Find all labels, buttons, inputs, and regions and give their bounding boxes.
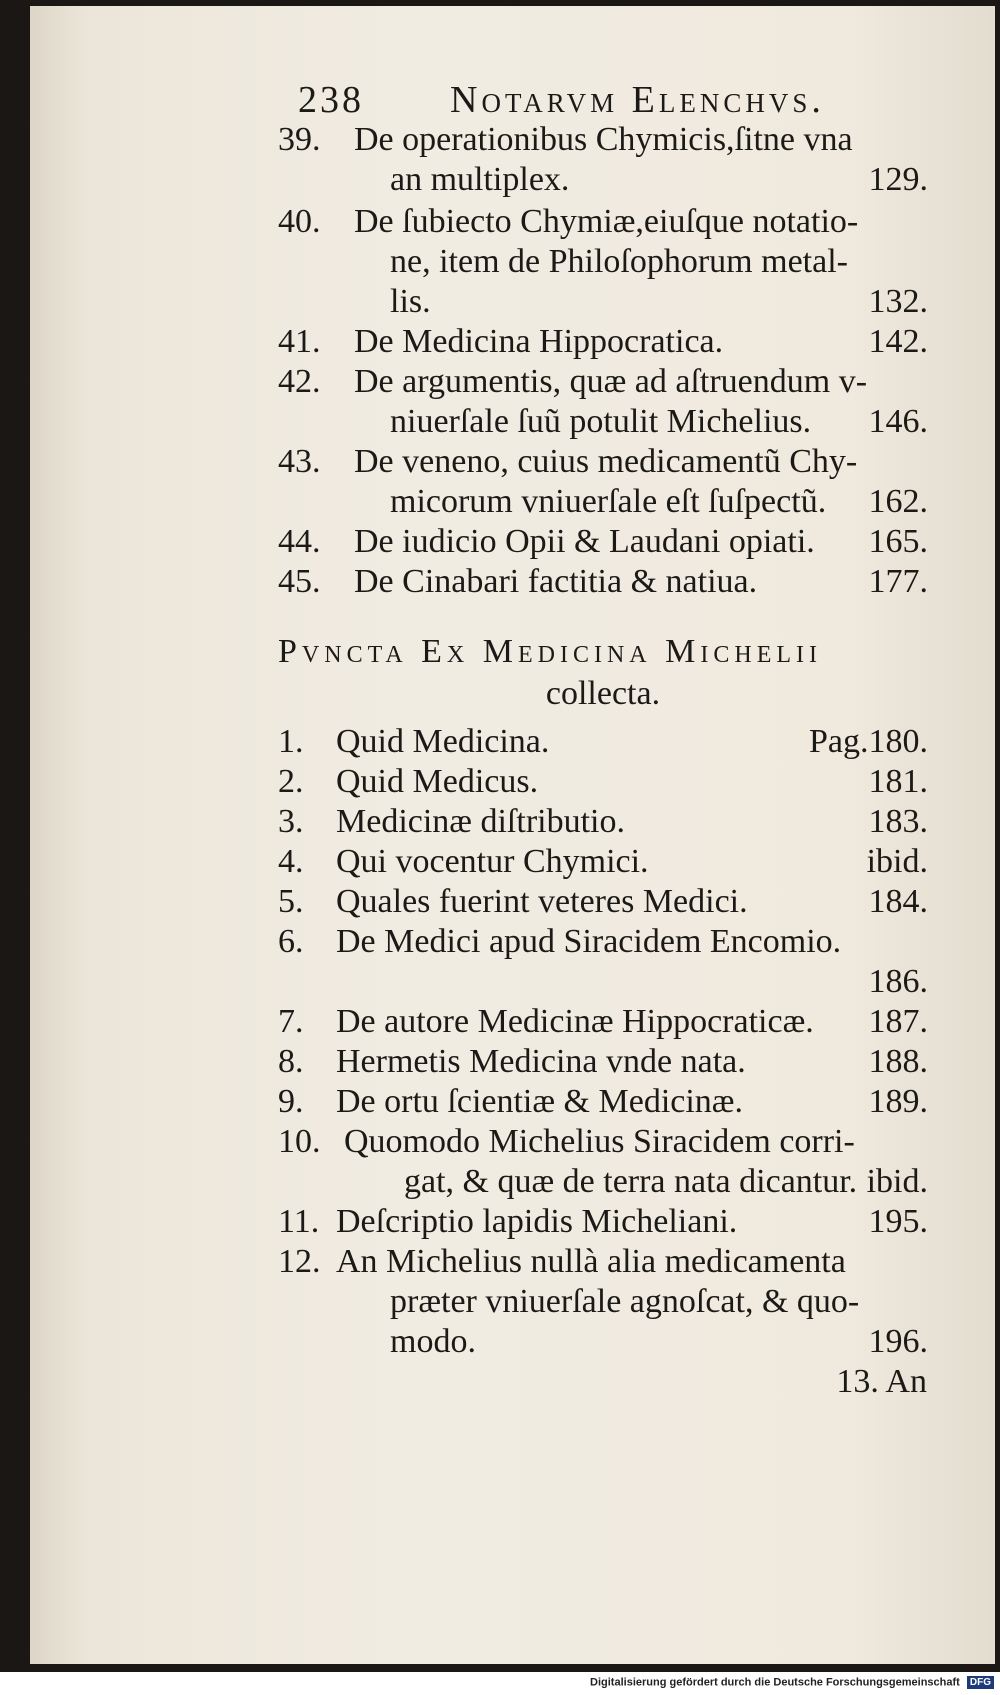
list-item: 40. De ſubiecto Chymiæ,eiuſque notatio- [278,203,859,240]
page-ref: ibid. [866,1163,928,1200]
page-ref: 188. [868,1043,928,1080]
list-item: 10. Quomodo Michelius Siracidem corri- [278,1123,855,1160]
page-title: Notarvm Elenchvs. [450,79,825,121]
page-ref: 186. [868,963,928,1000]
list-item: 1. Quid Medicina. Pag.180. [278,723,928,760]
dfg-logo: DFG [967,1676,994,1689]
list-item-continuation: præter vniuerſale agnoſcat, & quo- [390,1283,860,1320]
page-ref: 183. [868,803,928,840]
list-item: 44. De iudicio Opii & Laudani opiati. 165. [278,523,928,560]
list-item-continuation: modo. 196. [390,1323,928,1360]
page-ref: 196. [868,1323,928,1360]
page-ref: 162. [868,483,928,520]
list-item: 39. De operationibus Chymicis,ſitne vna [278,121,853,158]
page-ref: 189. [868,1083,928,1120]
list-item-continuation: gat, & quæ de terra nata dicantur. ibid. [404,1163,928,1200]
list-item-continuation: niuerſale ſuũ potulit Michelius. 146. [390,403,928,440]
list-item: 7. De autore Medicinæ Hippocraticæ. 187. [278,1003,928,1040]
list-item: 2. Quid Medicus. 181. [278,763,928,800]
page-ref: 132. [868,283,928,320]
list-item: 8. Hermetis Medicina vnde nata. 188. [278,1043,928,1080]
page-ref: 129. [868,161,928,198]
list-item: 11. Deſcriptio lapidis Micheliani. 195. [278,1203,928,1240]
page-ref: Pag.180. [809,723,928,760]
list-item: 3. Medicinæ diſtributio. 183. [278,803,928,840]
list-item: 12. An Michelius nullà alia medicamenta [278,1243,846,1280]
page-ref: 146. [868,403,928,440]
page-ref: 177. [868,563,928,600]
page-ref: ibid. [866,843,928,880]
list-item-continuation: an multiplex. 129. [390,161,928,198]
list-item-continuation: lis. 132. [390,283,928,320]
list-item: 45. De Cinabari factitia & natiua. 177. [278,563,928,600]
page-ref: 184. [868,883,928,920]
list-item: 4. Qui vocentur Chymici. ibid. [278,843,928,880]
page-ref: 187. [868,1003,928,1040]
running-header [298,78,998,121]
list-item: 43. De veneno, cuius medicamentũ Chy- [278,443,858,480]
catchword: 13. An [836,1363,927,1400]
page-ref: 195. [868,1203,928,1240]
list-item: 9. De ortu ſcientiæ & Medicinæ. 189. [278,1083,928,1120]
list-item: 6. De Medici apud Siracidem Encomio. [278,923,842,960]
list-item: 42. De argumentis, quæ ad aſtruendum v- [278,363,868,400]
book-page [30,6,995,1664]
list-item-continuation [278,962,928,1002]
list-item: 5. Quales fuerint veteres Medici. 184. [278,883,928,920]
list-item-continuation: micorum vniuerſale eſt ſuſpectũ. 162. [390,483,928,520]
page-ref: 142. [868,323,928,360]
list-item-continuation: ne, item de Philoſophorum metal- [390,243,848,280]
page-number: 238 [298,79,364,121]
section-heading: Pvncta Ex Medicina Michelii collecta. [278,633,822,712]
page-ref: 181. [868,763,928,800]
list-item: 41. De Medicina Hippocratica. 142. [278,323,928,360]
digitization-credit: Digitalisierung gefördert durch die Deutsche Forschungsgemeinschaft DFG [0,1676,994,1694]
page-ref: 165. [868,523,928,560]
